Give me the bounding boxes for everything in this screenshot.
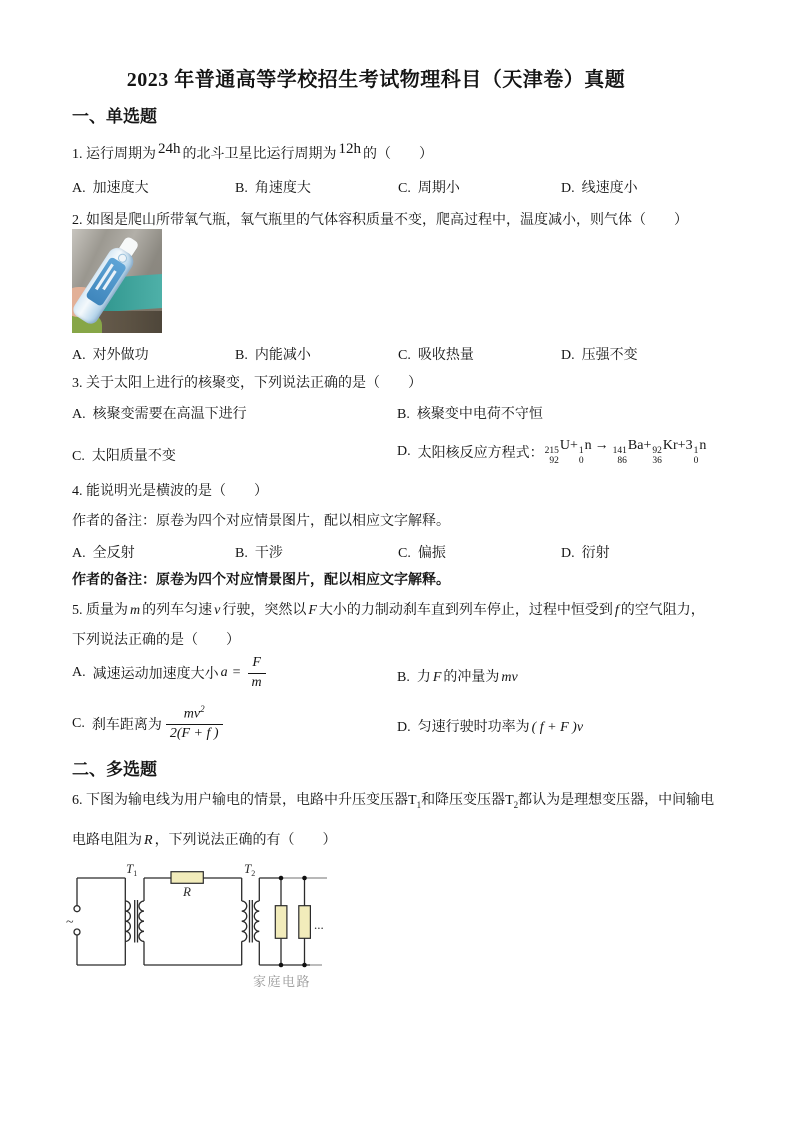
q3-option-a-text: 核聚变需要在高温下进行 (92, 407, 247, 422)
q1-option-b-label: B. (235, 181, 248, 196)
barium-nuclide-numbers (613, 447, 627, 467)
q1-text-pre: 1. 运行周期为 (72, 147, 156, 162)
q4-option-a (72, 542, 135, 562)
q1-option-c-text: 周期小 (417, 181, 460, 196)
q1-option-c-label: C. (398, 181, 411, 196)
question-6-stem-line1 (72, 789, 714, 810)
q3-option-c-text: 太阳质量不变 (91, 449, 176, 464)
q4-option-d-label: D. (561, 546, 575, 561)
ba-mass: 141 (612, 445, 627, 456)
q3-option-a (72, 403, 247, 423)
fraction-F-over-m (248, 654, 266, 691)
neutron-coefficient: 3 (685, 437, 693, 453)
q5-option-b-mid: 的冲量为 (443, 670, 500, 685)
fraction-mv2-over-2Ff (166, 704, 223, 743)
q2-option-a (72, 344, 149, 364)
frac-num (180, 704, 209, 724)
q4-option-b-label: B. (235, 546, 248, 561)
u-mass: 215 (544, 445, 559, 456)
n-symbol: n (584, 437, 592, 453)
exponent-2: 2 (200, 704, 205, 715)
q1-period-12h: 12h (338, 141, 361, 157)
neutron-nuclide-numbers (579, 447, 584, 467)
q5-option-c (72, 699, 227, 749)
kr-atomic: 36 (652, 455, 662, 466)
oxygen-bottle-photo (72, 229, 162, 333)
q4-option-d (561, 542, 610, 562)
q3-option-b-label: B. (397, 407, 410, 422)
q2-option-c (398, 344, 474, 364)
q5-option-c-label: C. (72, 716, 85, 731)
q2-option-b-text: 内能减小 (254, 348, 311, 363)
q1-text-post: 的（ ） (363, 147, 433, 162)
q3-option-d-label: D. (397, 444, 411, 459)
var-F: F (432, 670, 442, 685)
q6-text-1: 6. 下图为输电线为用户输电的情景，电路中升压变压器 (72, 793, 408, 808)
nuclear-equation (544, 438, 707, 467)
krypton-nuclide-numbers (652, 447, 662, 467)
ac-source-icon: ~ (66, 915, 74, 930)
q1-option-d (561, 177, 638, 197)
q4-option-c-text: 偏振 (417, 546, 446, 561)
q5-option-a (72, 650, 270, 696)
line-resistor-R (171, 872, 203, 884)
q2-option-d-label: D. (561, 348, 575, 363)
q5-option-d-label: D. (397, 720, 411, 735)
q5-option-b-label: B. (397, 670, 410, 685)
question-1-stem (72, 143, 433, 163)
n2-mass: 1 (693, 445, 699, 456)
q5-option-b (397, 666, 520, 686)
q2-option-c-label: C. (398, 348, 411, 363)
t1-core (135, 900, 138, 943)
ba-symbol: Ba (627, 437, 644, 453)
q1-option-a-text: 加速度大 (92, 181, 149, 196)
q4-option-b (235, 542, 283, 562)
var-v: v (214, 603, 221, 618)
q1-option-d-text: 线速度小 (581, 181, 638, 196)
junction-dot (279, 963, 284, 968)
r-label: R (183, 884, 191, 899)
author-note-1: 作者的备注：原卷为四个对应情景图片，配以相应文字解释。 (72, 514, 450, 529)
q3-option-b-text: 核聚变中电荷不守恒 (416, 407, 543, 422)
primary-loop (74, 878, 125, 965)
t2-label: $T_2$ (244, 861, 256, 878)
q5-option-a-label: A. (72, 665, 86, 680)
author-note-2: 作者的备注：原卷为四个对应情景图片，配以相应文字解释。 (72, 573, 450, 588)
q3-option-b (397, 403, 543, 423)
uranium-nuclide-numbers (545, 447, 559, 467)
n2-symbol: n (699, 437, 707, 453)
q5-text-1: 5. 质量为 (72, 603, 128, 618)
load-resistor-1 (275, 906, 287, 939)
frac-num: F (252, 655, 261, 671)
q1-option-d-label: D. (561, 181, 575, 196)
var-m: m (130, 603, 141, 618)
page-title: 2023 年普通高等学校招生考试物理科目（天津卷）真题 (126, 69, 626, 91)
q6-text-3: 都认为是理想变压器，中间输电 (518, 793, 715, 808)
q1-option-a (72, 177, 149, 197)
q5-option-a-text: 减速运动加速度大小 (92, 667, 219, 682)
transformer-circuit-diagram (60, 855, 340, 1005)
q4-option-d-text: 衍射 (581, 546, 610, 561)
q4-option-b-text: 干涉 (254, 546, 283, 561)
question-2-stem: 2. 如图是爬山所带氧气瓶，氧气瓶里的气体容积质量不变，爬高过程中，温度减小，则气体（ ） (72, 213, 688, 228)
transformer-t1-coil (125, 878, 144, 965)
q1-text-mid: 的北斗卫星比运行周期为 (182, 147, 337, 162)
household-circuit-label: 家庭电路 (253, 974, 312, 989)
q1-period-24h: 24h (158, 141, 181, 157)
question-5-stem-line1 (72, 599, 705, 619)
plus-sign: + (677, 437, 686, 453)
more-loads-ellipsis: ... (314, 917, 324, 932)
transformer-t2-coil (242, 878, 260, 965)
q4-option-c-label: C. (398, 546, 411, 561)
var-R: R (144, 833, 153, 848)
section-heading-single-choice: 一、单选题 (72, 107, 157, 126)
q1-option-a-label: A. (72, 181, 86, 196)
q2-option-d-text: 压强不变 (581, 348, 638, 363)
kr-symbol: Kr (662, 437, 678, 453)
q3-option-c (72, 445, 176, 465)
question-4-stem: 4. 能说明光是横波的是（ ） (72, 484, 268, 499)
question-6-stem-line2 (72, 829, 337, 849)
u-symbol: U (559, 437, 570, 453)
q3-option-c-label: C. (72, 449, 85, 464)
q3-option-d-pre: 太阳核反应方程式： (417, 446, 544, 461)
plus-sign: + (643, 437, 652, 453)
plus-sign: + (570, 437, 578, 453)
junction-dot (279, 876, 284, 881)
n-mass: 1 (578, 445, 584, 456)
q6-text-2: 和降压变压器 (421, 793, 506, 808)
q1-option-b-text: 角速度大 (254, 181, 311, 196)
n-atomic: 0 (578, 455, 584, 466)
q5-option-b-pre: 力 (416, 670, 431, 685)
junction-dot (302, 876, 307, 881)
var-f: f (614, 603, 619, 618)
q1-option-b (235, 177, 311, 197)
var-mv: mv (501, 670, 518, 685)
kr-mass: 92 (652, 445, 662, 456)
var-F: F (308, 603, 317, 618)
junction-dot (302, 963, 307, 968)
transformer-t2-ref: T (505, 793, 514, 808)
q4-option-a-label: A. (72, 546, 86, 561)
load-resistor-2 (299, 906, 311, 939)
transmission-loop (144, 878, 242, 965)
q4-option-a-text: 全反射 (92, 546, 135, 561)
q2-option-d (561, 344, 638, 364)
frac-num-mv: mv (183, 707, 201, 723)
section-heading-multi-choice: 二、多选题 (72, 760, 157, 779)
t2-core (250, 900, 253, 943)
ba-atomic: 86 (617, 455, 627, 466)
frac-den: m (248, 673, 266, 692)
t2-subscript: 2 (513, 799, 519, 810)
u-atomic: 92 (549, 455, 559, 466)
q5-option-d-pre: 匀速行驶时功率为 (417, 720, 530, 735)
ac-terminal-bottom (74, 929, 80, 935)
q5-option-c-text: 刹车距离为 (91, 718, 162, 733)
q2-option-c-text: 吸收热量 (417, 348, 474, 363)
t1-subscript: 1 (416, 799, 422, 810)
q4-option-c (398, 542, 446, 562)
question-3-stem: 3. 关于太阳上进行的核聚变，下列说法正确的是（ ） (72, 376, 422, 391)
neutron2-nuclide-numbers (694, 447, 699, 467)
q2-option-a-text: 对外做功 (92, 348, 149, 363)
q3-option-d (397, 438, 706, 466)
q6-text-5: ，下列说法正确的有（ ） (154, 833, 337, 848)
reaction-arrow: → (594, 437, 609, 453)
q5-text-5: 的空气阻力， (620, 603, 705, 618)
n2-atomic: 0 (693, 455, 699, 466)
q5-text-3: 行驶，突然以 (222, 603, 307, 618)
q2-option-b-label: B. (235, 348, 248, 363)
t1-label: $T_1$ (126, 861, 138, 878)
transformer-t1-ref: T (408, 793, 417, 808)
q5-text-4: 大小的力制动刹车直到列车停止，过程中恒受到 (318, 603, 613, 618)
equals-sign: = (232, 665, 241, 680)
var-a: a (220, 665, 228, 680)
q6-text-4: 电路电阻为 (72, 833, 142, 848)
ac-terminal-top (74, 906, 80, 912)
q2-option-a-label: A. (72, 348, 86, 363)
frac-den: 2(F + f ) (166, 724, 223, 743)
q2-option-b (235, 344, 311, 364)
question-5-stem-line2: 下列说法正确的是（ ） (72, 633, 240, 648)
q3-option-a-label: A. (72, 407, 86, 422)
q5-option-d (397, 716, 585, 736)
q1-option-c (398, 177, 460, 197)
power-expression: ( f + F )v (531, 720, 584, 735)
q5-text-2: 的列车匀速 (142, 603, 213, 618)
